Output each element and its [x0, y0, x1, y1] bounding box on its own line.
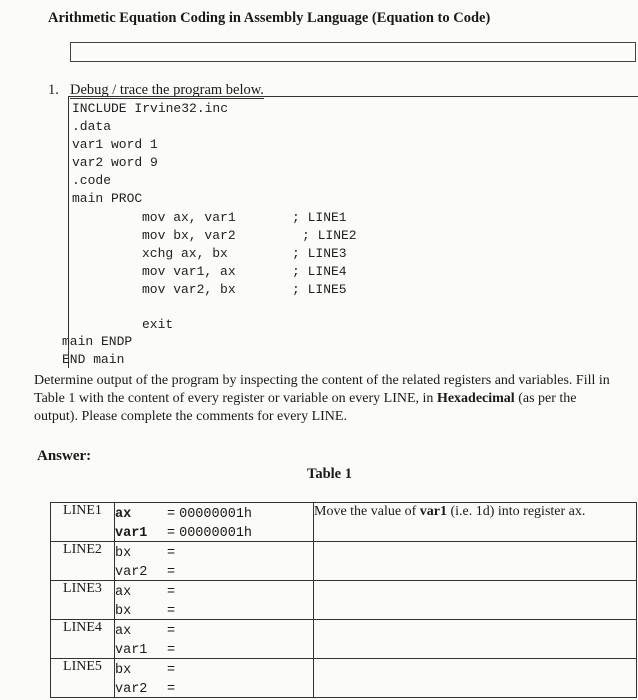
equals-sign: =: [167, 507, 176, 522]
equals-sign: =: [167, 643, 176, 658]
table-row: [51, 620, 637, 659]
register-values-cell[interactable]: [115, 620, 314, 659]
register-name: ax: [115, 624, 132, 639]
table-row: [51, 659, 637, 698]
code-comment: ; LINE3: [292, 246, 347, 261]
register-value-row: [115, 581, 313, 600]
code-comment: ; LINE2: [302, 228, 357, 243]
register-value: 00000001h: [179, 507, 253, 522]
register-value-row: [115, 600, 313, 619]
code-comment: ; LINE5: [292, 282, 347, 297]
register-value-row: [115, 639, 313, 658]
answer-input-box[interactable]: [70, 42, 636, 62]
code-instruction: mov var1, ax: [142, 264, 236, 279]
register-name: bx: [115, 604, 132, 619]
code-comment: ; LINE4: [292, 264, 347, 279]
equals-sign: =: [167, 604, 176, 619]
register-name: var1: [115, 643, 148, 658]
line-comment-cell[interactable]: [314, 659, 637, 698]
line-comment-cell[interactable]: [314, 542, 637, 581]
register-value: 00000001h: [179, 526, 253, 541]
table-row: [51, 503, 637, 542]
code-comment: ; LINE1: [292, 210, 347, 225]
answer-label: Answer:: [37, 448, 92, 464]
line-comment-cell[interactable]: [314, 581, 637, 620]
equals-sign: =: [167, 624, 176, 639]
equals-sign: =: [167, 565, 176, 580]
register-name: bx: [115, 663, 132, 678]
code-instruction: mov bx, var2: [142, 228, 236, 243]
code-line: var2 word 9: [72, 155, 158, 170]
register-value-row: [115, 659, 313, 678]
code-line: .data: [72, 119, 112, 134]
table-row: [51, 542, 637, 581]
code-line: INCLUDE Irvine32.inc: [72, 101, 229, 116]
line-comment-cell[interactable]: [314, 620, 637, 659]
code-exit: exit: [142, 317, 174, 332]
equals-sign: =: [167, 682, 176, 697]
register-values-cell[interactable]: [115, 542, 314, 581]
line-comment-cell[interactable]: Move the value of var1 (i.e. 1d) into register ax.: [314, 503, 637, 542]
code-line: main ENDP: [62, 334, 133, 349]
line-label: LINE2: [51, 542, 115, 581]
register-value-row: [115, 503, 313, 522]
equals-sign: =: [167, 526, 176, 541]
register-name: ax: [115, 585, 132, 600]
register-value-row: [115, 678, 313, 697]
register-name: bx: [115, 546, 132, 561]
code-line: main PROC: [72, 191, 143, 206]
register-value-row: [115, 542, 313, 561]
code-line: END main: [62, 352, 125, 367]
register-values-cell[interactable]: [115, 659, 314, 698]
register-value-row: [115, 620, 313, 639]
register-values-cell[interactable]: [115, 581, 314, 620]
register-values-cell[interactable]: [115, 503, 314, 542]
register-name: var1: [115, 526, 148, 541]
line-label: LINE4: [51, 620, 115, 659]
code-instruction: xchg ax, bx: [142, 246, 228, 261]
equals-sign: =: [167, 546, 176, 561]
register-name: var2: [115, 565, 148, 580]
line-label: LINE5: [51, 659, 115, 698]
trace-table: [50, 502, 637, 698]
register-name: var2: [115, 682, 148, 697]
table-row: [51, 581, 637, 620]
equals-sign: =: [167, 585, 176, 600]
code-instruction: mov ax, var1: [142, 210, 236, 225]
question-text: Debug / trace the program below.: [70, 82, 264, 98]
question-number: 1.: [48, 82, 59, 98]
code-line: .code: [72, 173, 112, 188]
line-label: LINE3: [51, 581, 115, 620]
instructions-paragraph: Determine output of the program by inspecting the content of the related registers and variables. Fill in Table 1 with the content of every register or variable on every LINE, in Hexadecimal (as per the output). Please complete the comments for every LINE.: [34, 373, 610, 424]
code-instruction: mov var2, bx: [142, 282, 236, 297]
register-name: ax: [115, 507, 132, 522]
line-label: LINE1: [51, 503, 115, 542]
register-value-row: [115, 522, 313, 541]
table-caption: Table 1: [307, 466, 352, 482]
code-line: var1 word 1: [72, 137, 158, 152]
equals-sign: =: [167, 663, 176, 678]
register-value-row: [115, 561, 313, 580]
document-title: Arithmetic Equation Coding in Assembly Language (Equation to Code): [48, 10, 491, 26]
